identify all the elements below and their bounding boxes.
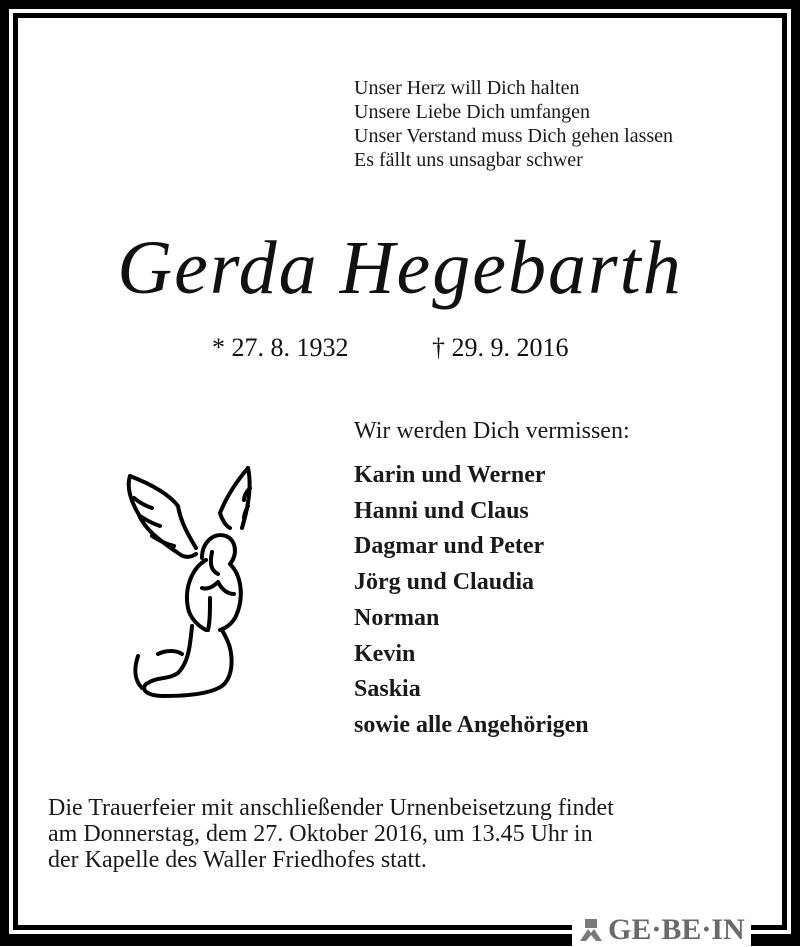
poem-line: Unser Herz will Dich halten (354, 77, 580, 99)
figure-icon (578, 917, 604, 943)
funeral-notice (48, 795, 752, 873)
deceased-name: Gerda Hegebarth (117, 226, 683, 310)
mourner-name: Jörg und Claudia (354, 569, 535, 596)
mourner-name: Hanni und Claus (354, 497, 529, 524)
mourner-name: Saskia (354, 676, 421, 703)
funeral-line: der Kapelle des Waller Friedhofes statt. (48, 847, 427, 873)
mourner-name: Karin und Werner (354, 462, 546, 488)
mourner-name: sowie alle Angehörigen (354, 711, 589, 738)
funeral-line: am Donnerstag, dem 27. Oktober 2016, um 13.45 Uhr in (48, 821, 593, 847)
logo-text: GE·BE·IN (608, 913, 745, 946)
poem-line: Es fällt uns unsagbar schwer (354, 149, 583, 171)
mourners-intro: Wir werden Dich vermissen: (354, 418, 630, 444)
poem-line: Unsere Liebe Dich umfangen (354, 101, 591, 123)
funeral-line: Die Trauerfeier mit anschließender Urnenbeisetzung findet (48, 795, 614, 821)
poem (354, 76, 673, 172)
mourner-name: Dagmar und Peter (354, 533, 545, 560)
poem-line: Unser Verstand muss Dich gehen lassen (354, 125, 674, 147)
death-date: † 29. 9. 2016 (432, 333, 569, 362)
mourners-list (354, 458, 589, 744)
mourner-name: Kevin (354, 640, 416, 667)
birth-date: * 27. 8. 1932 (212, 333, 349, 362)
mourner-name: Norman (354, 604, 440, 631)
gebein-logo (572, 914, 751, 946)
angel-icon (118, 458, 268, 698)
